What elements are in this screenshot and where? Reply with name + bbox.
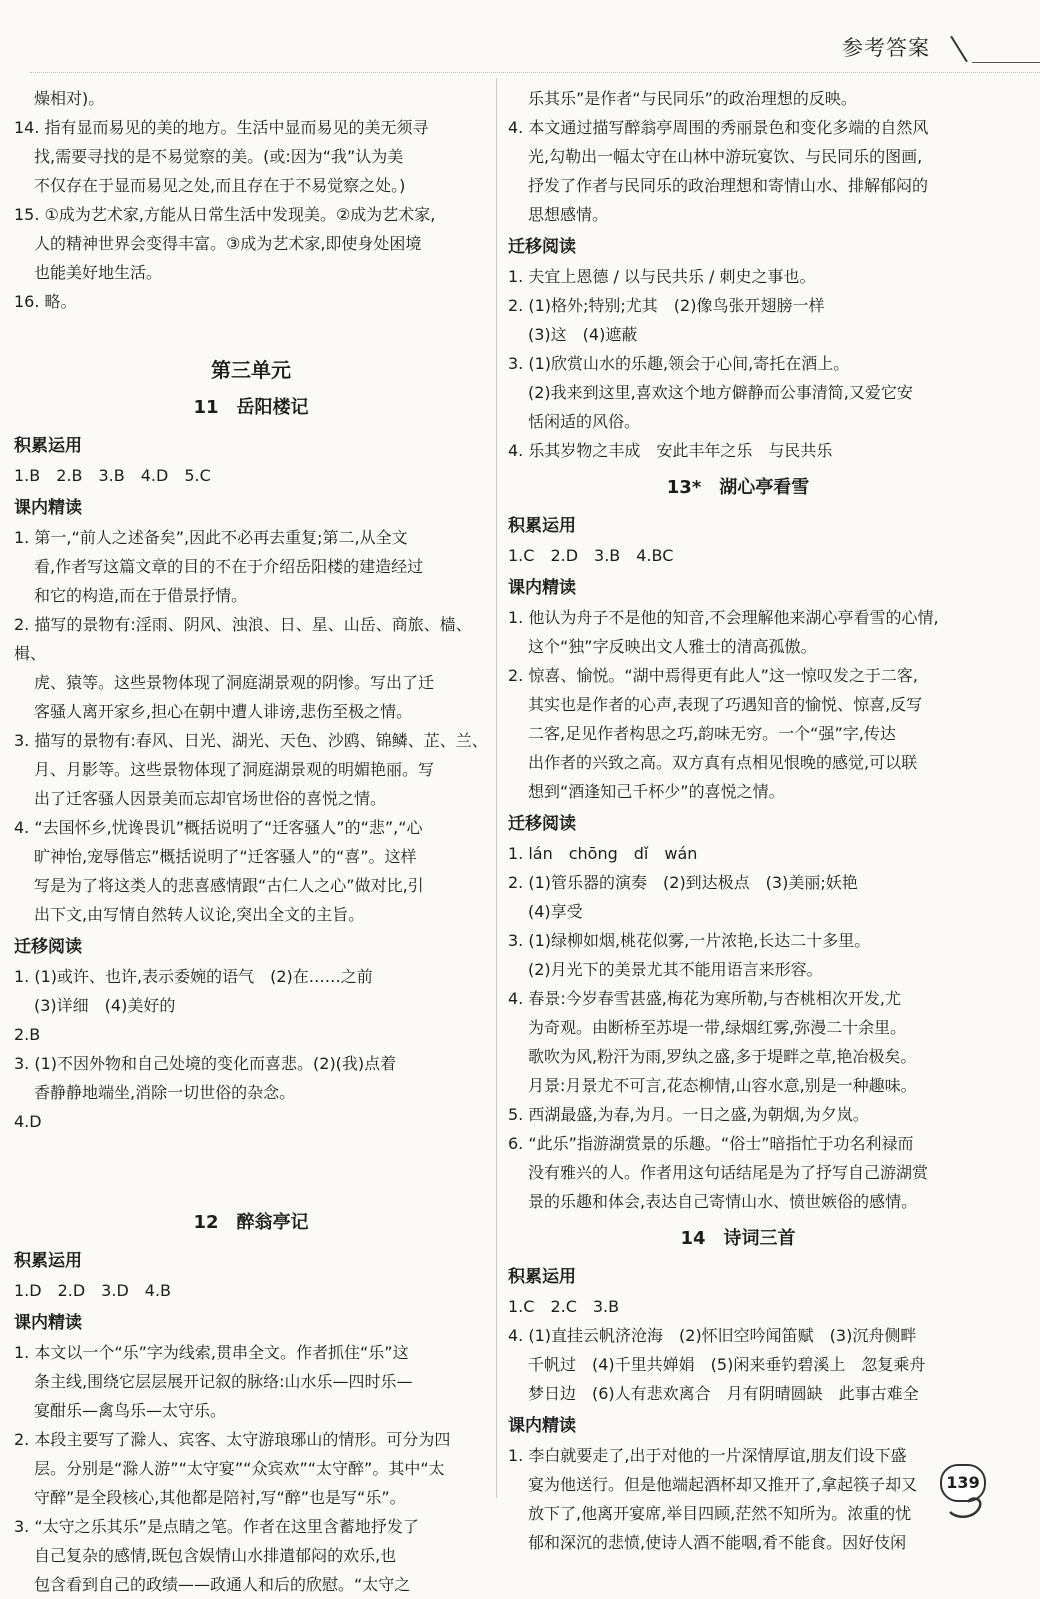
text-line: 思想感情。 (528, 205, 609, 224)
text-line: 也能美好地生活。 (34, 263, 163, 282)
section-heading: 课内精读 (508, 1416, 576, 1436)
lesson-title: 14 诗词三首 (680, 1228, 796, 1249)
lesson-title: 13* 湖心亭看雪 (666, 477, 810, 498)
column-divider (496, 78, 497, 1498)
text-line: 4. “去国怀乡,忧谗畏讥”概括说明了“迁客骚人”的“悲”,“心 (14, 818, 423, 837)
text-line: 梦日边 (6)人有悲欢离合 月有阴晴圆缺 此事古难全 (528, 1384, 919, 1403)
text-line: 恬闲适的风俗。 (528, 412, 641, 431)
text-line: 2. 描写的景物有:淫雨、阴风、浊浪、日、星、山岳、商旅、樯、楫、 (14, 615, 472, 663)
section-heading: 积累运用 (14, 1251, 82, 1271)
text-line: (2)月光下的美景尤其不能用语言来形容。 (528, 960, 823, 979)
text-line: 光,勾勒出一幅太守在山林中游玩宴饮、与民同乐的图画, (528, 147, 923, 166)
section-heading: 迁移阅读 (14, 937, 82, 957)
text-line: (3)详细 (4)美好的 (34, 996, 176, 1015)
text-line: 为奇观。由断桥至苏堤一带,绿烟红雾,弥漫二十余里。 (528, 1018, 907, 1037)
text-line: 1.B 2.B 3.B 4.D 5.C (14, 466, 211, 485)
header-slash-decoration (950, 36, 968, 63)
section-heading: 积累运用 (508, 1267, 576, 1287)
section-heading: 迁移阅读 (508, 237, 576, 257)
spacer (14, 1136, 488, 1200)
text-line: 宴为他送行。但是他端起酒杯却又推开了,拿起筷子却又 (528, 1475, 918, 1494)
text-line: 人的精神世界会变得丰富。③成为艺术家,即使身处困境 (34, 234, 422, 253)
text-line: 层。分别是“滁人游”“太守宴”“众宾欢”“太守醉”。其中“太 (34, 1459, 445, 1478)
text-line: 16. 略。 (14, 292, 77, 311)
text-line: 1. 他认为舟子不是他的知音,不会理解他来湖心亭看雪的心情, (508, 608, 939, 627)
text-line: 出下文,由写情自然转人议论,突出全文的主旨。 (34, 905, 365, 924)
unit-title: 第三单元 (211, 358, 291, 382)
text-line: 千帆过 (4)千里共婵娟 (5)闲来垂钓碧溪上 忽复乘舟 (528, 1355, 926, 1374)
left-column (14, 84, 488, 1599)
text-line: 自己复杂的感情,既包含娱情山水排遣郁闷的欢乐,也 (34, 1546, 397, 1565)
text-line: 景的乐趣和体会,表达自己寄情山水、愤世嫉俗的感情。 (528, 1192, 918, 1211)
text-line: 二客,足见作者构思之巧,韵味无穷。一个“强”字,传达 (528, 724, 896, 743)
text-line: 4. 乐其岁物之丰成 安此丰年之乐 与民共乐 (508, 441, 833, 460)
text-line: 香静静地端坐,消除一切世俗的杂念。 (34, 1083, 296, 1102)
text-line: (3)这 (4)遮蔽 (528, 325, 638, 344)
text-line: 看,作者写这篇文章的目的不在于介绍岳阳楼的建造经过 (34, 557, 424, 576)
lesson-title: 12 醉翁亭记 (193, 1212, 309, 1233)
section-heading: 课内精读 (14, 498, 82, 518)
text-line: 放下了,他离开宴席,举目四顾,茫然不知所为。浓重的忧 (528, 1504, 912, 1523)
text-line: 客骚人离开家乡,担心在朝中遭人诽谤,悲伤至极之情。 (34, 702, 413, 721)
text-line: 3. (1)不因外物和自己处境的变化而喜悲。(2)(我)点着 (14, 1054, 397, 1073)
text-line: 2. 本段主要写了滁人、宾客、太守游琅琊山的情形。可分为四 (14, 1430, 451, 1449)
text-line: 月景:月景尤不可言,花态柳情,山容水意,别是一种趣味。 (528, 1076, 917, 1095)
text-line: 2. (1)格外;特别;尤其 (2)像鸟张开翅膀一样 (508, 296, 825, 315)
text-line: 1. 李白就要走了,出于对他的一片深情厚谊,朋友们设下盛 (508, 1446, 907, 1465)
text-line: 郁和深沉的悲愤,使诗人酒不能咽,肴不能食。因好伎闲 (528, 1533, 907, 1552)
text-line: (4)享受 (528, 902, 583, 921)
text-line: 3. (1)欣赏山水的乐趣,领会于心间,寄托在酒上。 (508, 354, 850, 373)
text-line: 1.C 2.D 3.B 4.BC (508, 546, 674, 565)
text-line: 乐其乐”是作者“与民同乐”的政治理想的反映。 (528, 89, 857, 108)
header-title: 参考答案 (842, 36, 930, 60)
text-line: 1. lán chōng dǐ wán (508, 844, 698, 863)
text-line: 6. “此乐”指游湖赏景的乐趣。“俗士”暗指忙于功名利禄而 (508, 1134, 914, 1153)
text-line: 出了迁客骚人因景美而忘却官场世俗的喜悦之情。 (34, 789, 387, 808)
text-line: 月、月影等。这些景物体现了洞庭湖景观的明媚艳丽。写 (34, 760, 435, 779)
section-heading: 积累运用 (14, 436, 82, 456)
swirl-decoration-icon (946, 1490, 986, 1520)
section-heading: 课内精读 (508, 578, 576, 598)
text-line: 出作者的兴致之高。双方真有点相见恨晚的感觉,可以联 (528, 753, 918, 772)
page-number: 139 (940, 1464, 986, 1502)
text-line: 1.C 2.C 3.B (508, 1297, 620, 1316)
right-column (508, 84, 968, 1557)
text-line: 1. 夫宜上恩德 / 以与民共乐 / 刺史之事也。 (508, 267, 816, 286)
text-line: 包含看到自己的政绩——政通人和后的欣慰。“太守之 (34, 1575, 411, 1594)
text-line: 不仅存在于显而易见之处,而且存在于不易觉察之处。) (34, 176, 406, 195)
text-line: 和它的构造,而在于借景抒情。 (34, 586, 248, 605)
text-line: 2.B (14, 1025, 41, 1044)
text-line: 5. 西湖最盛,为春,为月。一日之盛,为朝烟,为夕岚。 (508, 1105, 869, 1124)
text-line: 3. (1)绿柳如烟,桃花似雾,一片浓艳,长达二十多里。 (508, 931, 871, 950)
text-line: 这个“独”字反映出文人雅士的清高孤傲。 (528, 637, 817, 656)
text-line: 宴酣乐—禽鸟乐—太守乐。 (34, 1401, 227, 1420)
text-line: 旷神怡,宠辱偕忘”概括说明了“迁客骚人”的“喜”。这样 (34, 847, 417, 866)
text-line: 歌吹为风,粉汗为雨,罗纨之盛,多于堤畔之草,艳冶极矣。 (528, 1047, 917, 1066)
text-line: 其实也是作者的心声,表现了巧遇知音的愉悦、惊喜,反写 (528, 695, 923, 714)
section-heading: 迁移阅读 (508, 814, 576, 834)
text-line: 4.D (14, 1112, 42, 1131)
header-rule (972, 62, 1040, 63)
text-line: 写是为了将这类人的悲喜感情跟“古仁人之心”做对比,引 (34, 876, 424, 895)
text-line: 14. 指有显而易见的美的地方。生活中显而易见的美无须寻 (14, 118, 429, 137)
text-line: 2. 惊喜、愉悦。“湖中焉得更有此人”这一惊叹发之于二客, (508, 666, 919, 685)
lesson-title: 11 岳阳楼记 (193, 397, 309, 418)
text-line: 3. “太守之乐其乐”是点睛之笔。作者在这里含蓄地抒发了 (14, 1517, 419, 1536)
text-line: 15. ①成为艺术家,方能从日常生活中发现美。②成为艺术家, (14, 205, 436, 224)
text-line: 1. 第一,“前人之述备矣”,因此不必再去重复;第二,从全文 (14, 528, 408, 547)
text-line: 4. 本文通过描写醉翁亭周围的秀丽景色和变化多端的自然风 (508, 118, 929, 137)
text-line: (2)我来到这里,喜欢这个地方僻静而公事清简,又爱它安 (528, 383, 913, 402)
text-line: 2. (1)管乐器的演奏 (2)到达极点 (3)美丽;妖艳 (508, 873, 858, 892)
text-line: 燥相对)。 (34, 89, 105, 108)
text-line: 守醉”是全段核心,其他都是陪衬,写“醉”也是写“乐”。 (34, 1488, 406, 1507)
text-line: 1. (1)或许、也许,表示委婉的语气 (2)在……之前 (14, 967, 373, 986)
text-line: 条主线,围绕它层层展开记叙的脉络:山水乐—四时乐— (34, 1372, 413, 1391)
text-line: 没有雅兴的人。作者用这句话结尾是为了抒写自己游湖赏 (528, 1163, 929, 1182)
text-line: 想到“酒逢知己千杯少”的喜悦之情。 (528, 782, 785, 801)
text-line: 抒发了作者与民同乐的政治理想和寄情山水、排解郁闷的 (528, 176, 929, 195)
text-line: 4. 春景:今岁春雪甚盛,梅花为寒所勒,与杏桃相次开发,尤 (508, 989, 902, 1008)
text-line: 3. 描写的景物有:春风、日光、湖光、天色、沙鸥、锦鳞、芷、兰、 (14, 731, 488, 750)
text-line: 虎、猿等。这些景物体现了洞庭湖景观的阴惨。写出了迁 (34, 673, 435, 692)
text-line: 1. 本文以一个“乐”字为线索,贯串全文。作者抓住“乐”这 (14, 1343, 409, 1362)
text-line: 找,需要寻找的是不易觉察的美。(或:因为“我”认为美 (34, 147, 404, 166)
section-heading: 积累运用 (508, 516, 576, 536)
section-heading: 课内精读 (14, 1313, 82, 1333)
text-line: 1.D 2.D 3.D 4.B (14, 1281, 172, 1300)
text-line: 4. (1)直挂云帆济沧海 (2)怀旧空吟闻笛赋 (3)沉舟侧畔 (508, 1326, 917, 1345)
header-dotted-divider (30, 72, 1040, 73)
page-header (0, 0, 1040, 70)
